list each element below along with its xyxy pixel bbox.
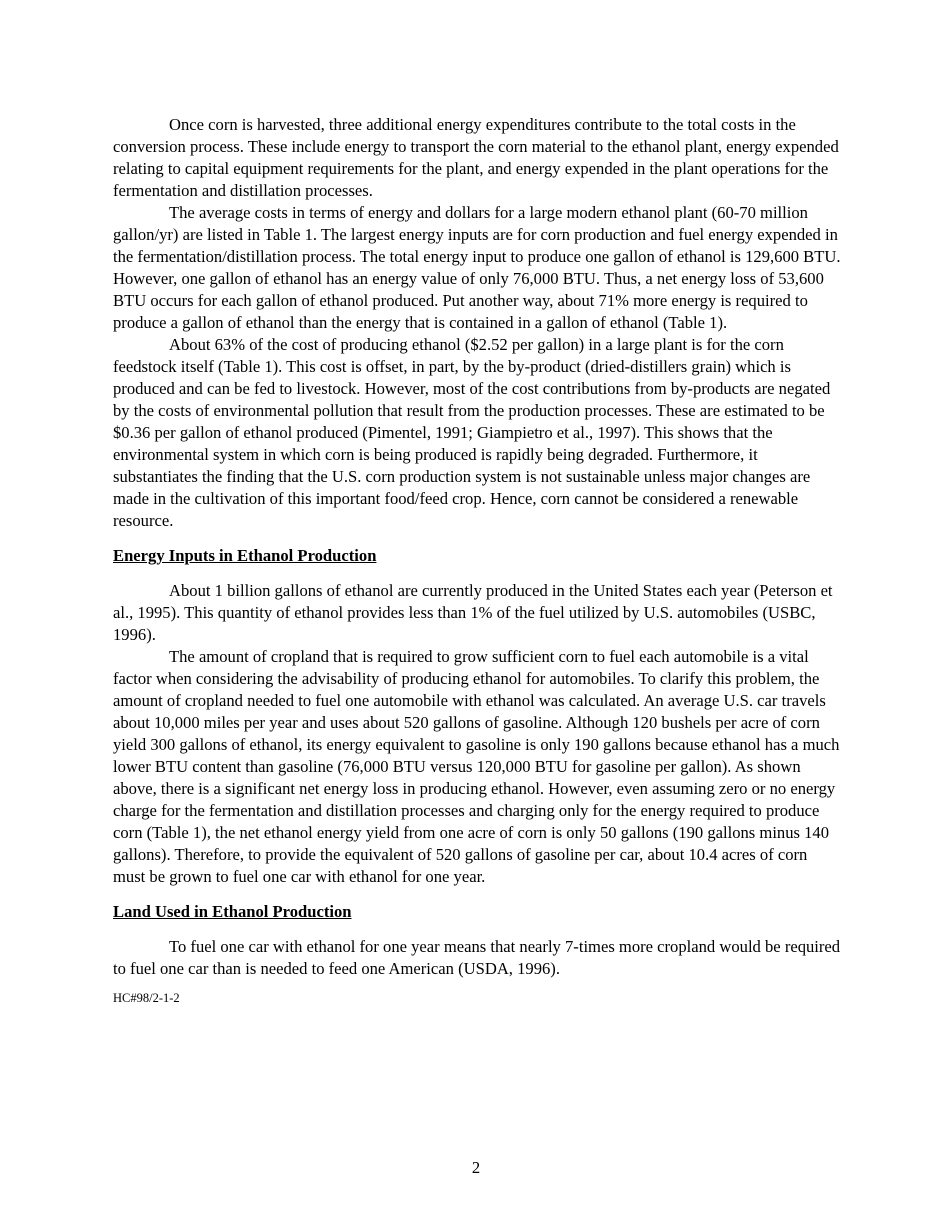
section-energy-inputs [113,580,843,888]
paragraph-conversion-energy: Once corn is harvested, three additional energy expenditures contribute to the total costs in the conversion process. These include energy to transport the corn material to the ethanol plant, energy expended relating to capital equipment requirements for the plant, and energy expended in the plant operations for the fermentation and distillation processes. [113,115,839,200]
paragraph-average-costs: The average costs in terms of energy and dollars for a large modern ethanol plant (60-70 million gallon/yr) are listed in Table 1. The largest energy inputs are for corn production and fuel energy expended in the fermentation/distillation process. The total energy input to produce one gallon of ethanol is 129,600 BTU. However, one gallon of ethanol has an energy value of only 76,000 BTU. Thus, a net energy loss of 53,600 BTU occurs for each gallon of ethanol produced. Put another way, about 71% more energy is required to produce a gallon of ethanol than the energy that is contained in a gallon of ethanol (Table 1). [113,203,841,332]
heading-land-used: Land Used in Ethanol Production [113,902,352,921]
paragraph-cropland-comparison: To fuel one car with ethanol for one year means that nearly 7-times more cropland would be required to fuel one car than is needed to feed one American (USDA, 1996). [113,937,841,978]
section-intro [113,114,843,532]
section-land-used [113,936,843,980]
heading-energy-inputs: Energy Inputs in Ethanol Production [113,546,377,565]
paragraph-ethanol-quantity: About 1 billion gallons of ethanol are currently produced in the United States each year (Peterson et al., 1995). This quantity of ethanol provides less than 1% of the fuel utilized by U.S. automobiles (USBC, 1996). [113,581,833,644]
page-number: 2 [471,1158,481,1177]
paragraph-feedstock-cost: About 63% of the cost of producing ethanol ($2.52 per gallon) in a large plant is for the corn feedstock itself (Table 1). This cost is offset, in part, by the by-product (dried-distillers grain) which is produced and can be fed to livestock. However, most of the cost contributions from by-products are negated by the costs of environmental pollution that result from the production processes. These are estimated to be $0.36 per gallon of ethanol produced (Pimentel, 1991; Giampietro et al., 1997). This shows that the environmental system in which corn is being produced is rapidly being degraded. Furthermore, it substantiates the finding that the U.S. corn production system is not sustainable unless major changes are made in the cultivation of this important food/feed crop. Hence, corn cannot be considered a renewable resource. [113,335,831,530]
paragraph-cropland-calculation: The amount of cropland that is required to grow sufficient corn to fuel each automobile is a vital factor when considering the advisability of producing ethanol for automobiles. To clarify this problem, the amount of cropland needed to fuel one automobile with ethanol was calculated. An average U.S. car travels about 10,000 miles per year and uses about 520 gallons of gasoline. Although 120 bushels per acre of corn yield 300 gallons of ethanol, its energy equivalent to gasoline is only 190 gallons because ethanol has a much lower BTU content than gasoline (76,000 BTU versus 120,000 BTU for gasoline per gallon). As shown above, there is a significant net energy loss in producing ethanol. However, even assuming zero or no energy charge for the fermentation and distillation processes and charging only for the energy required to produce corn (Table 1), the net ethanol energy yield from one acre of corn is only 50 gallons (190 gallons minus 140 gallons). Therefore, to provide the equivalent of 520 gallons of gasoline per car, about 10.4 acres of corn must be grown to fuel one car with ethanol for one year. [113,647,840,886]
document-id: HC#98/2-1-2 [113,991,180,1005]
document-page [113,114,843,1006]
